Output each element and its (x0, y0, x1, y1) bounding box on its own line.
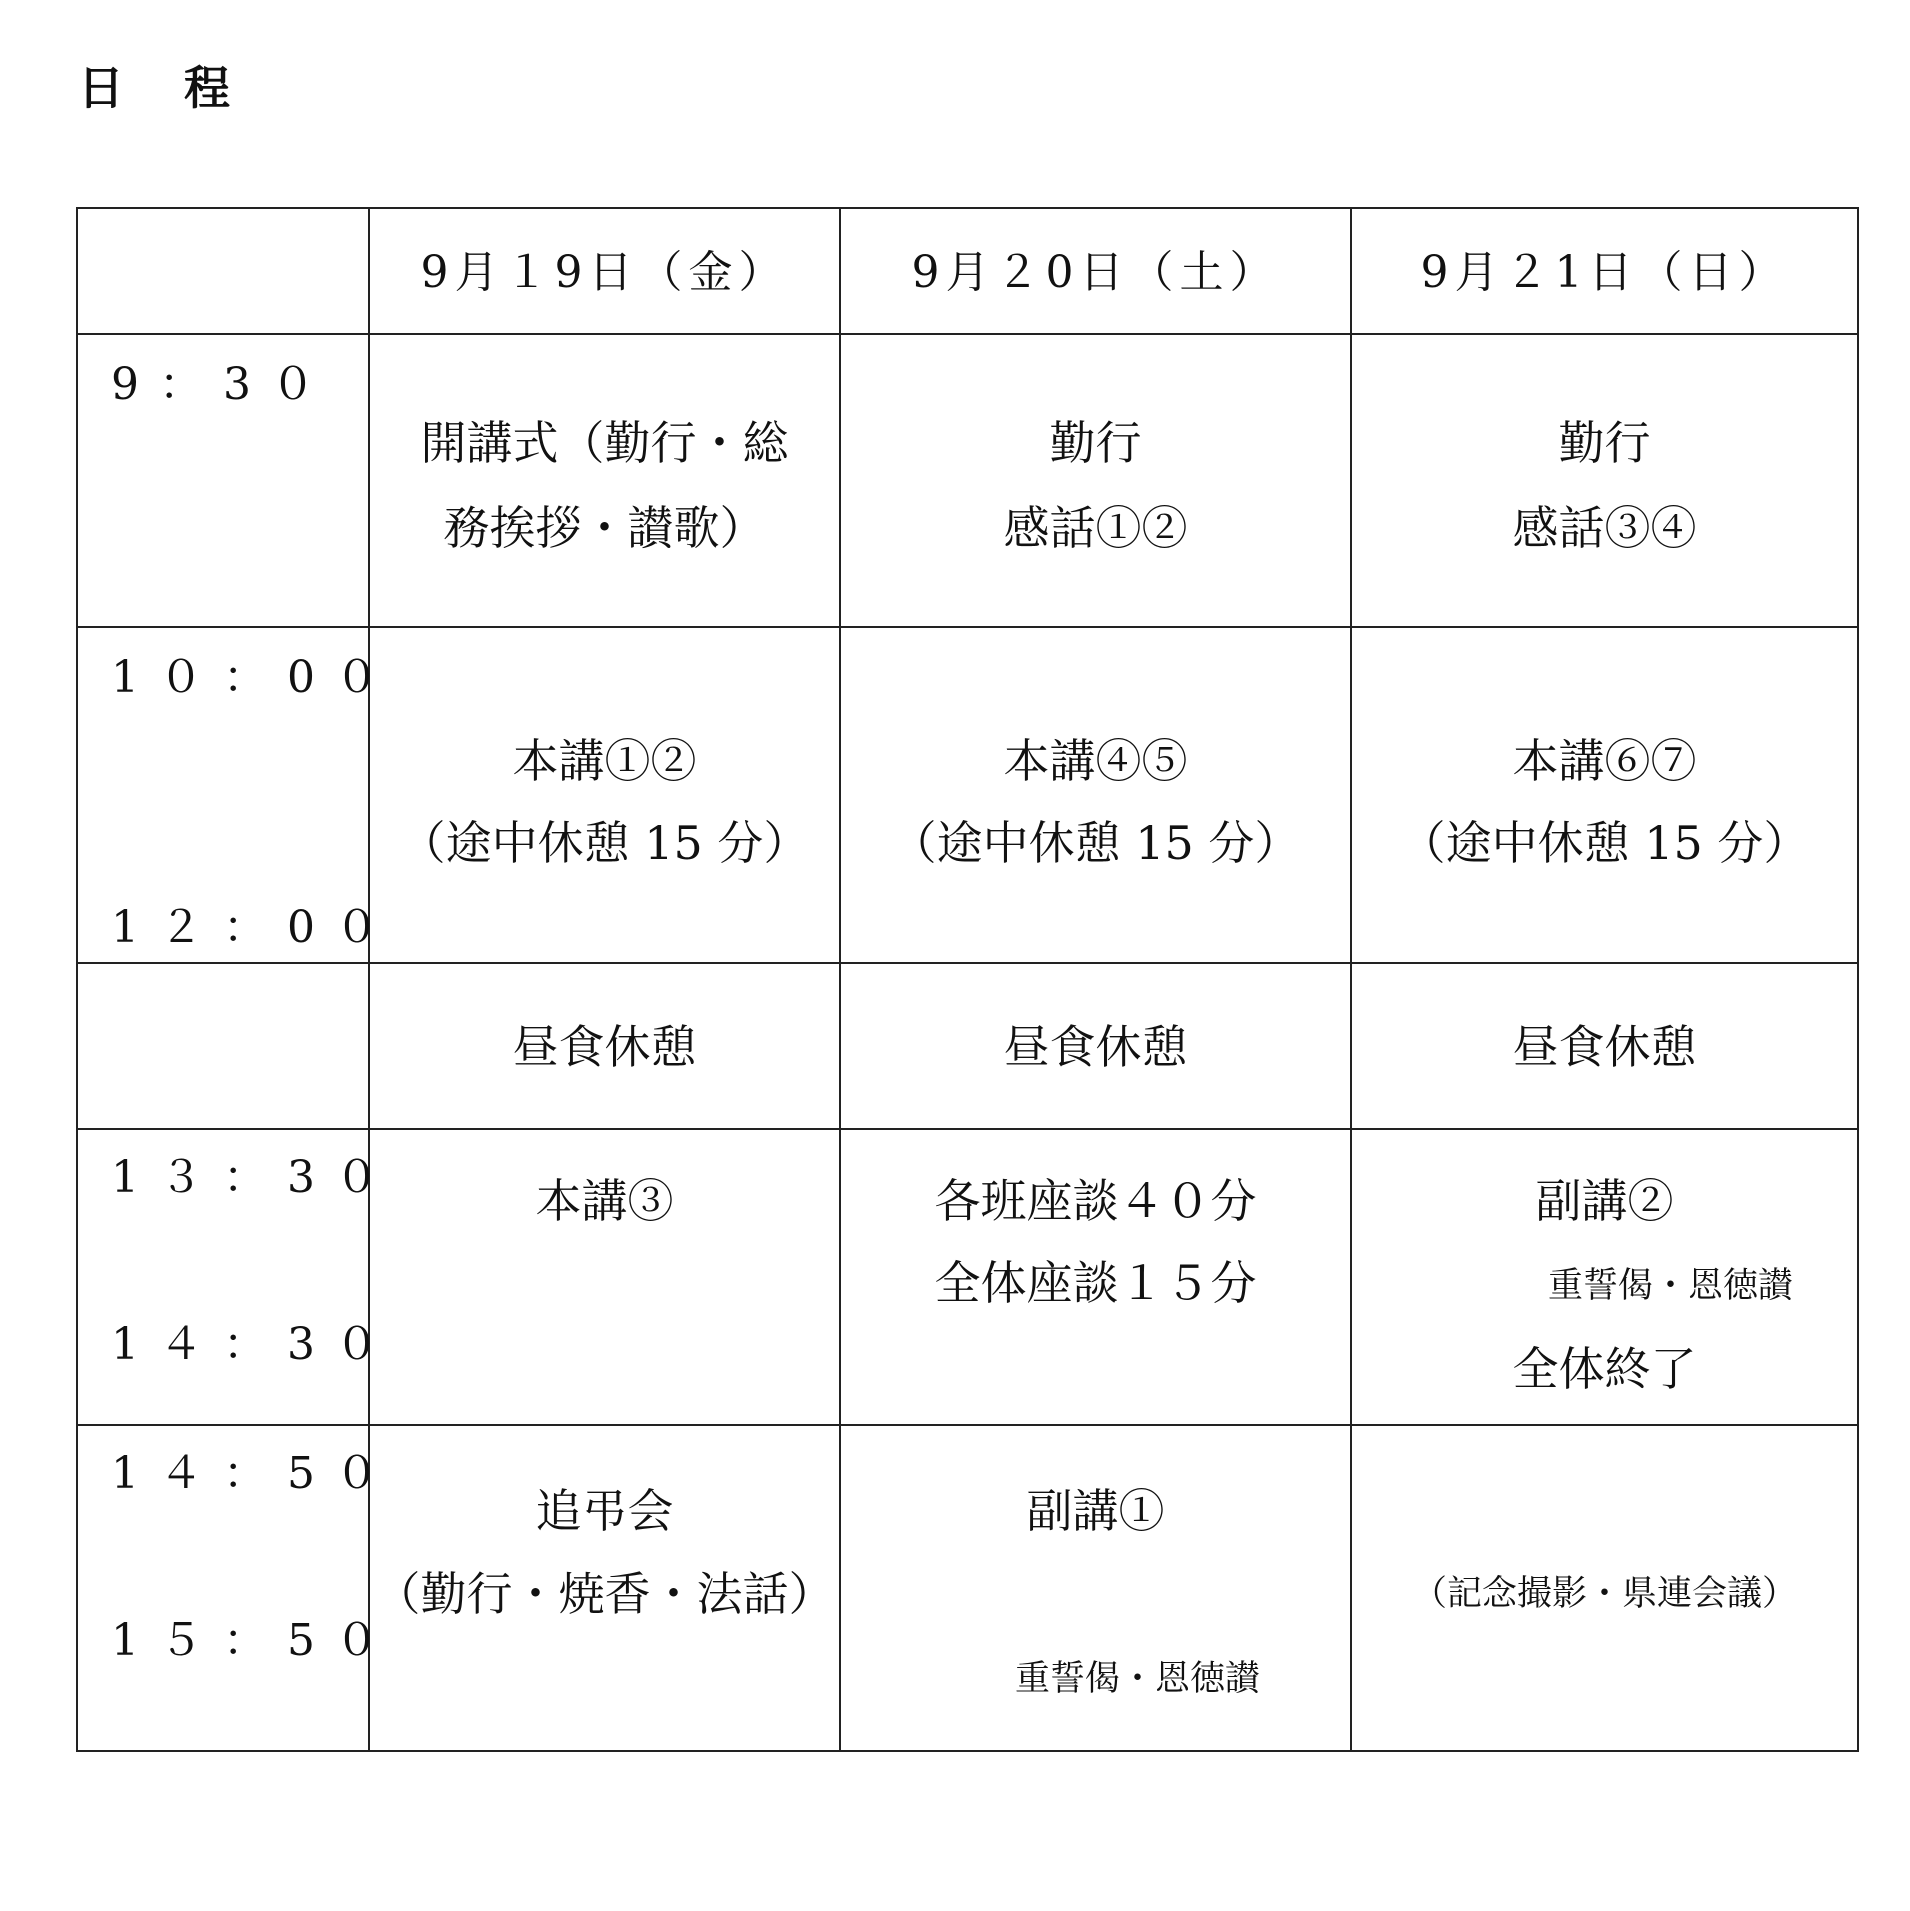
schedule-cell-day2 (840, 1425, 1351, 1751)
table-row (77, 334, 1858, 627)
cell-text: 昼食休憩 (1003, 1020, 1188, 1074)
time-label: 1４：3０ (111, 1319, 399, 1370)
schedule-cell-day3 (1351, 1425, 1858, 1751)
schedule-cell-day1 (369, 1425, 840, 1751)
cell-text: 本講④⑤ (1003, 734, 1188, 788)
schedule-cell-day1 (369, 1129, 840, 1425)
cell-text: 本講⑥⑦ (1512, 734, 1697, 788)
cell-text: 勤行 (1049, 416, 1142, 470)
cell-text: 昼食休憩 (1512, 1020, 1697, 1074)
schedule-cell-day1 (369, 334, 840, 627)
cell-text: 本講①② (512, 734, 697, 788)
cell-text: 開講式（勤行・総 (420, 416, 789, 470)
cell-text: 重誓偈・恩徳讃 (1015, 1659, 1261, 1699)
cell-text: 昼食休憩 (512, 1020, 697, 1074)
time-cell (77, 1425, 399, 1751)
schedule-cell-day1 (369, 963, 840, 1129)
cell-text: 感話③④ (1512, 501, 1697, 555)
time-label: 1３：3０ (111, 1152, 399, 1203)
time-label: 1５：5０ (111, 1615, 399, 1666)
schedule-cell-day2 (840, 963, 1351, 1129)
time-cell (77, 334, 369, 627)
time-label: 1２：0０ (111, 902, 399, 953)
cell-text: （勤行・焼香・法話） (374, 1567, 835, 1621)
time-label: 1０：0０ (111, 652, 399, 703)
schedule-cell-day2 (840, 1129, 1351, 1425)
schedule-table (76, 207, 1859, 1752)
cell-text: 副講① (1026, 1484, 1165, 1538)
cell-text: 副講② (1535, 1174, 1674, 1228)
schedule-cell-day1 (369, 627, 840, 963)
cell-text: 重誓偈・恩徳讃 (1548, 1266, 1794, 1306)
header-day1-label: 9月１9日（金） (420, 247, 789, 298)
cell-text: 本講③ (535, 1174, 674, 1228)
time-label: 9：3０ (111, 359, 335, 410)
header-day2 (840, 208, 1351, 334)
cell-text: 感話①② (1003, 501, 1188, 555)
table-header-row (77, 208, 1858, 334)
cell-text: （途中休憩 15 分） (890, 816, 1301, 870)
cell-text: （途中休憩 15 分） (399, 816, 810, 870)
cell-text: 務挨拶・讃歌） (443, 501, 766, 555)
time-label: 1４：5０ (111, 1448, 399, 1499)
cell-text: 全体終了 (1512, 1342, 1697, 1396)
header-day3 (1351, 208, 1858, 334)
cell-text: 各班座談４０分 (934, 1174, 1257, 1228)
page-title: 日 程 (78, 61, 253, 115)
time-cell (77, 627, 399, 963)
table-row (77, 1129, 1858, 1425)
schedule-cell-day2 (840, 334, 1351, 627)
cell-text: 勤行 (1558, 416, 1651, 470)
schedule-cell-day3 (1351, 334, 1858, 627)
schedule-cell-day3 (1351, 1129, 1858, 1425)
table-row (77, 1425, 1858, 1751)
header-corner-cell (77, 208, 369, 334)
cell-text: （途中休憩 15 分） (1399, 816, 1810, 870)
time-cell (77, 1129, 399, 1425)
cell-text: （記念撮影・県連会議） (1411, 1574, 1797, 1614)
table-row (77, 963, 1858, 1129)
schedule-cell-day2 (840, 627, 1351, 963)
header-day1 (369, 208, 840, 334)
schedule-cell-day3 (1351, 627, 1858, 963)
cell-text: 全体座談１５分 (934, 1256, 1257, 1310)
cell-text: 追弔会 (535, 1484, 674, 1538)
header-day3-label: 9月２1日（日） (1420, 247, 1789, 298)
time-cell (77, 963, 369, 1129)
schedule-cell-day3 (1351, 963, 1858, 1129)
table-row (77, 627, 1858, 963)
header-day2-label: 9月２0日（土） (911, 247, 1280, 298)
